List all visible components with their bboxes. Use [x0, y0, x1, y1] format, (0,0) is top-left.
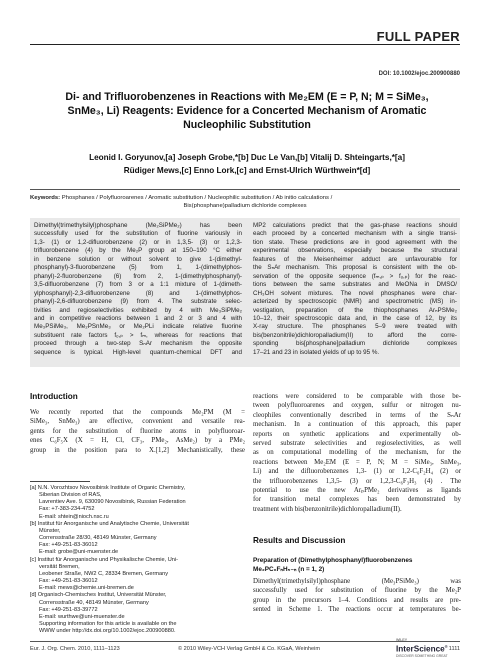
affiliation-line: Lavrentiev Ave. 9, 630090 Novosibirsk, Russian Federation — [39, 499, 186, 506]
header-rule — [30, 44, 460, 45]
keywords-label: Keywords: — [30, 195, 61, 201]
right-column-text — [253, 392, 461, 514]
subsection-heading — [253, 557, 412, 574]
abstract-line: CH₃OH solvent mixtures. The novel phosphanes were char- — [253, 289, 457, 297]
affiliation-line: Siberian Division of RAS, — [39, 492, 102, 499]
affiliation-line: [a] N.N. Vorozhtsov Novosibirsk Institute of Organic Chemistry, — [30, 485, 186, 491]
abstract-line: sponding bis[phosphane]palladium dichloride complexes — [253, 340, 457, 348]
affiliation-line: Corrensstraße 28/30, 48149 Münster, Germany — [39, 535, 157, 542]
results-heading: Results and Discussion — [253, 536, 346, 545]
abstract-line: phosphanyl)-3-fluorobenzene (5) from 1, 1-(dimethylphos- — [34, 264, 242, 272]
logo-top-text: WILEY — [396, 638, 408, 642]
author-list — [30, 152, 464, 177]
abstract-line: 1,3- (1) or 1,2-difluorobenzene (2) or in 1,3,5- (3) or 1,2,3- — [34, 238, 242, 246]
abstract-line: Me₃PSiMe₃, Me₂PSnMe₃ or Me₂PLi indicate relative fluorine — [34, 323, 242, 331]
keywords-line: Phosphanes / Polyfluoroarenes / Aromatic substitution / Nucleophilic substitution / Ab initio calculations / — [60, 195, 333, 201]
article-title — [30, 90, 464, 132]
abstract-line: successfully used for the substitution of fluorine variously in — [34, 230, 242, 238]
abstract-line: tions between the same substrates and MeONa in DMSO/ — [253, 281, 457, 289]
body-line: We recently reported that the compounds Me₂PM (M = — [30, 409, 245, 416]
logo-main-text — [396, 642, 452, 654]
title-line: SnMe₃, Li) Reagents: Evidence for a Concerted Mechanism of Aromatic — [67, 105, 427, 117]
interscience-logo — [396, 638, 452, 656]
body-line: potential to use the new ArₚPMe₂ derivatives as ligands — [253, 487, 461, 495]
logo-sub-text: DISCOVER SOMETHING GREAT — [396, 653, 448, 658]
body-line: gents for the substitution of fluorine atoms in polyfluoroar- — [30, 427, 245, 435]
keywords-line: Bis(phosphane)palladium dichloride complexes — [183, 203, 307, 210]
affiliation-line: [b] Institut für Anorganische und Analytische Chemie, Universität — [30, 520, 189, 527]
abstract-line: tion state. These predictions are in good agreement with the — [253, 238, 457, 246]
affiliation-line: Corrensstraße 40, 48149 Münster, Germany — [39, 599, 149, 606]
body-line: Dimethyl(trimethylsilyl)phosphane (Me₃PSiMe₃) was — [253, 578, 461, 585]
body-line: group in the position para to X.[1,2] Mechanistically, these — [30, 446, 245, 454]
affiliation-line: Fax: +7-383-234-4752 — [39, 506, 95, 513]
abstract-line: ylphosphanyl)-2,3-difluorobenzene (8) and 1-(dimethylphos- — [34, 289, 242, 297]
author-line: Leonid I. Goryunov,[a] Joseph Grobe,*[b] Duc Le Van,[b] Vitalij D. Shteingarts,*[a] — [89, 153, 405, 162]
abstract-line: substituent rate factors fₒ,ₚ > fₘ, whereas for reactions that — [34, 331, 242, 339]
affiliations — [30, 485, 245, 635]
body-line: sented in Scheme 1. The reactions occur at temperatures be- — [253, 606, 461, 614]
abstract-left-column — [34, 222, 242, 357]
body-line: served substrate selectivities and regioselectivities, as well — [253, 440, 461, 448]
abstract-line: features of the Meisenheimer adduct are unfavourable for — [253, 255, 457, 263]
affiliation-line: [d] Organisch-Chemisches Institut, Universität Münster, — [30, 592, 167, 599]
introduction-text — [30, 408, 245, 455]
abstract-line: 17–21 and 23 in isolated yields of up to 95 %. — [253, 348, 380, 356]
subsection-line: Me₂PC₆FₙH₅₋ₙ (n = 1, 2) — [253, 565, 325, 573]
abstract-line: X-ray structure. The phosphanes 5–9 were treated with — [253, 323, 457, 331]
abstract-line: bis(benzonitrile)dichloropalladium(II) to afford the corre- — [253, 331, 457, 339]
body-line: reactions were considered to be comparable with those be- — [253, 393, 461, 400]
body-line: successfully used for substitution of fluorine by the Me₂P — [253, 587, 461, 595]
abstract-line: and in competitive reactions between 1 and 2 or 3 and 4 with — [34, 314, 242, 322]
affiliation-line: E-mail: wurthwe@uni-muenster.de — [39, 613, 125, 620]
affiliation-line: versität Bremen, — [39, 563, 80, 570]
abstract-line: MP2 calculations predict that the gas-phase reactions should — [253, 222, 457, 229]
body-line: tween polyfluoroarenes and oxygen, sulfur or nitrogen nu- — [253, 402, 461, 410]
affiliation-line: Leobener Straße, NW2 C, 28334 Bremen, Germany — [39, 570, 169, 577]
abstract-right-column — [253, 222, 457, 357]
abstract-line: vestigation, preparation of the thiophosphanes ArₙPSMe₂ — [253, 306, 457, 314]
body-line: Li) and the difluorobenzenes 1,3- (1) or 1,2-C₆F₂H₄ (2) or — [253, 468, 461, 476]
affiliation-line: Fax: +49-251-83-36012 — [39, 542, 98, 549]
results-text — [253, 577, 461, 615]
affiliation-line: WWW under http://dx.doi.org/10.1002/ejoc.200900880. — [39, 628, 176, 635]
abstract-line: the SₙAr mechanism. This proposal is consistent with the ob- — [253, 264, 457, 272]
abstract-line: in benzene solution or without solvent to give 1-(dimethyl- — [34, 255, 242, 263]
abstract-line: acterized by spectroscopic (NMR) and spectrometric (MS) in- — [253, 298, 457, 306]
author-line: Rüdiger Mews,[c] Enno Lork,[c] and Ernst-Ulrich Würthwein*[d] — [123, 165, 371, 175]
abstract-line: each proceed by a concerted mechanism with a single transi- — [253, 230, 457, 238]
affiliation-line: Fax: +49-251-83-39772 — [39, 606, 98, 613]
body-line: the trifluorobenzenes 1,3,5- (3) or 1,2,3-C₆F₃H₃ (4) . The — [253, 477, 461, 485]
logo-wordmark: InterScience — [396, 644, 445, 654]
body-line: treatment with bis(benzonitrile)dichloropalladium(II). — [253, 505, 402, 513]
abstract-line: sequence is typical. High-level quantum-chemical DFT and — [34, 348, 242, 356]
abstract-line: 3,5-difluorobenzene (7) from 3 or a 1:1 mixture of 1-(dimeth- — [34, 281, 242, 289]
title-line: Di- and Trifluorobenzenes in Reactions with Me₂EM (E = P, N; M = SiMe₃, — [65, 91, 429, 103]
affiliation-line: [c] Institut für Anorganische und Physikalische Chemie, Uni- — [30, 556, 178, 563]
footnote-rule — [30, 481, 90, 482]
doi: DOI: 10.1002/ejoc.200900880 — [378, 71, 460, 77]
body-line: group in the precursors 1–4. Conditions and results are pre- — [253, 596, 461, 604]
body-line: as on computational modelling of the mechanism, for the — [253, 449, 461, 457]
journal-citation: Eur. J. Org. Chem. 2010, 1111–1123 — [30, 646, 120, 652]
affiliation-line: E-mail: grobe@uni-muenster.de — [39, 549, 119, 556]
abstract-line: Dimethyl(trimethylsilyl)phosphane (Me₂SiPMe₂) has been — [34, 222, 242, 229]
affiliation-line: E-mail: mews@chemie.uni-bremen.de — [39, 585, 134, 592]
affiliation-line: Münster, — [39, 527, 61, 534]
keywords-rule-top — [30, 189, 460, 190]
body-line: SiMe₃, SnMe₃) are effective, convenient and versatile rea- — [30, 418, 245, 426]
body-line: cleophiles conventionally described in terms of the SₙAr — [253, 411, 461, 419]
title-line: Nucleophilic Substitution — [183, 119, 311, 131]
body-line: reactions between Me₂EM (E = P, N; M = SiMe₃, SnMe₃, — [253, 458, 461, 466]
introduction-heading: Introduction — [30, 392, 78, 401]
affiliation-line: Fax: +49-251-83-36012 — [39, 578, 98, 585]
abstract-line: phanyl)-2-fluorobenzene (6) from 2, 1-(dimethylphosphanyl)- — [34, 272, 242, 280]
affiliation-line: Supporting information for this article is available on the — [39, 620, 177, 627]
body-line: reports on synthetic applications and experimentally ob- — [253, 430, 461, 438]
section-label: FULL PAPER — [376, 29, 460, 44]
abstract-line: proceed through a two-step SₙAr mechanism the opposite — [34, 340, 242, 348]
abstract-line: servation of the opposite sequence (fₘ,ₚ > fₒ,ₚ) for the reac- — [253, 272, 457, 280]
abstract-line: tivities and regioselectivities exhibited by 4 with Me₃SiPMe₂ — [34, 306, 242, 314]
copyright: © 2010 Wiley-VCH Verlag GmbH & Co. KGaA, Weinheim — [178, 646, 321, 652]
abstract-line: phanyl)-2,6-difluorobenzene (9) from 4. The substrate selec- — [34, 298, 242, 306]
abstract-line: experimental observations, especially because the structural — [253, 247, 457, 255]
body-line: enes C₆F₅X (X = H, Cl, CF₃, PMe₂, AsMe₂) by a PMe₂ — [30, 437, 245, 445]
body-line: for transition metal complexes has been demonstrated by — [253, 496, 461, 504]
page-number: 1111 — [448, 646, 460, 652]
body-line: mechanism. In a continuation of this approach, this paper — [253, 421, 461, 429]
keywords — [30, 194, 460, 211]
subsection-line: Preparation of (Dimethylphosphanyl)fluorobenzenes — [253, 557, 413, 564]
affiliation-line: E-mail: shtein@nioch.nsc.ru — [39, 513, 109, 520]
abstract-line: 10–12, their spectroscopic data and, in the case of 12, by its — [253, 314, 457, 322]
logo-registered: ® — [444, 644, 448, 649]
abstract-line: trifluorobenzene (4) by the Me₂P group at 150–190 °C either — [34, 247, 242, 255]
